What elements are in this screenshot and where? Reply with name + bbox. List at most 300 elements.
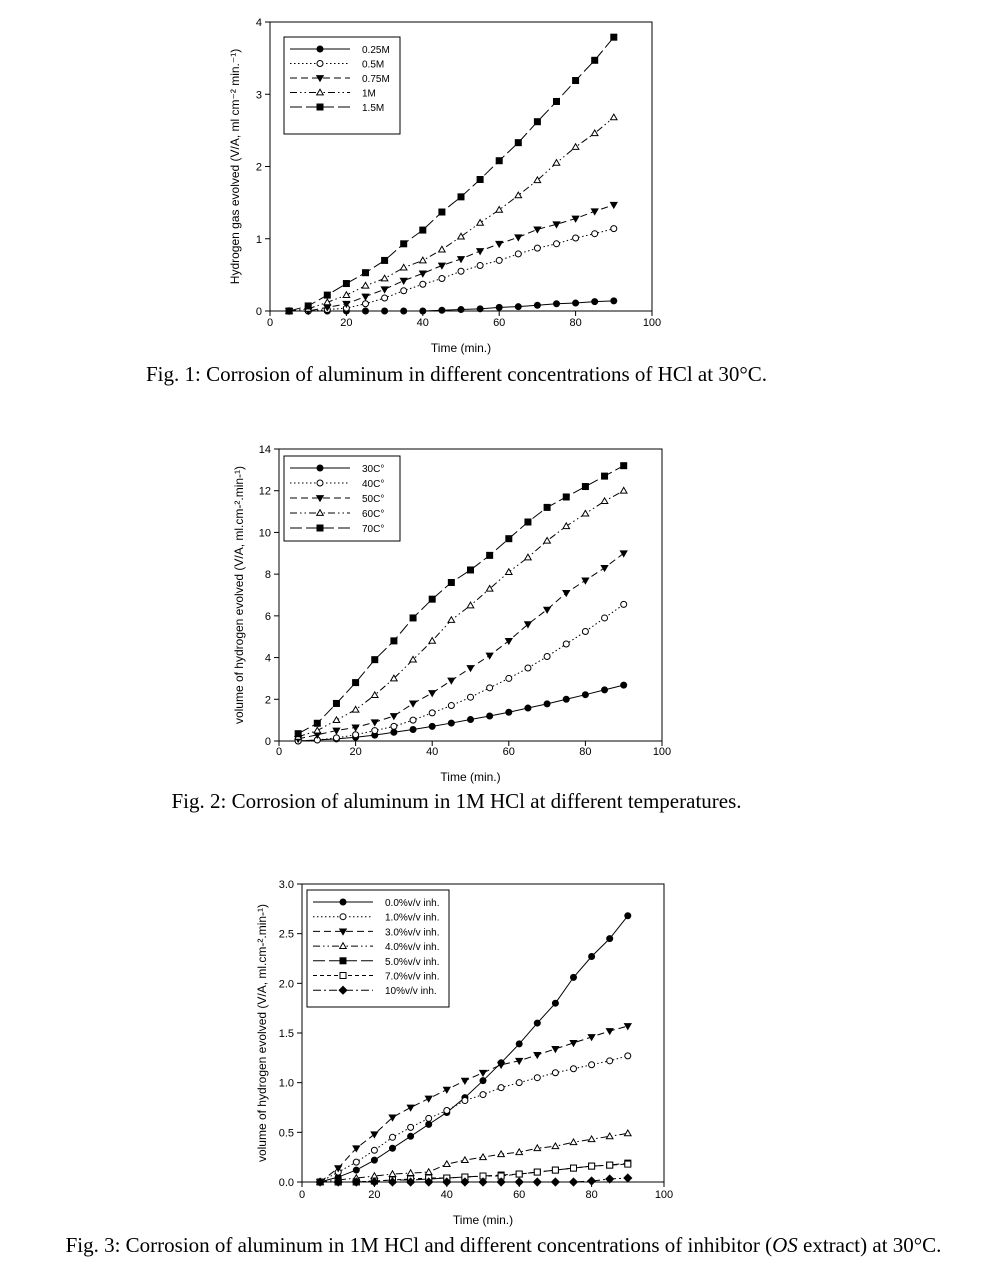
- fig3-data-point: [624, 1174, 632, 1182]
- fig1-data-point: [420, 257, 427, 263]
- fig2-data-point: [486, 653, 493, 659]
- fig2-data-point: [314, 720, 320, 726]
- fig1-data-point: [305, 303, 311, 309]
- fig3-x-tick-label: 80: [585, 1189, 598, 1201]
- fig2-data-point: [602, 615, 608, 621]
- fig3-data-point: [516, 1080, 522, 1086]
- fig3-legend-label: 7.0%v/v inh.: [385, 971, 440, 983]
- fig1-y-tick-label: 1: [255, 233, 262, 246]
- fig3-data-point: [462, 1078, 469, 1084]
- fig3-data-point: [371, 1132, 378, 1138]
- fig2-series-0: [295, 682, 627, 744]
- fig3-legend-label: 0.0%v/v inh.: [385, 898, 440, 909]
- fig2-y-tick-label: 2: [264, 694, 271, 707]
- fig2-y-tick-label: 14: [258, 444, 271, 456]
- fig1-legend-label: 0.25M: [362, 45, 390, 56]
- fig2-data-point: [391, 723, 397, 729]
- fig1-x-tick-label: 40: [416, 317, 429, 329]
- fig1-series-line: [289, 301, 614, 311]
- fig3-data-point: [371, 1157, 377, 1163]
- fig3-legend-label: 5.0%v/v inh.: [385, 956, 440, 968]
- fig2-data-point: [448, 703, 454, 709]
- fig3-data-point: [408, 1133, 414, 1139]
- fig1-x-tick-label: 20: [340, 317, 353, 329]
- fig1-data-point: [286, 308, 292, 314]
- fig3-legend: [307, 890, 449, 1007]
- fig3-legend-label: 4.0%v/v inh.: [385, 942, 440, 954]
- fig3-data-point: [625, 1161, 631, 1167]
- fig2-x-tick-label: 60: [502, 746, 515, 758]
- fig1-data-point: [420, 281, 426, 287]
- fig1-data-point: [458, 233, 465, 239]
- fig2-data-point: [448, 678, 455, 684]
- fig2-y-tick-label: 10: [258, 527, 271, 540]
- figure-2-caption: Fig. 2: Corrosion of aluminum in 1M HCl at different temperatures.: [171, 789, 742, 813]
- fig3-data-point: [498, 1085, 504, 1091]
- fig1-legend-marker: [317, 104, 323, 110]
- fig3-y-tick-label: 2.5: [278, 928, 294, 941]
- fig2-x-axis-label: Time (min.): [440, 770, 501, 784]
- fig3-series-line: [320, 1164, 628, 1182]
- fig1-data-point: [572, 144, 579, 150]
- fig3-y-tick-label: 0.5: [278, 1127, 294, 1140]
- fig3-series-6: [316, 1174, 632, 1186]
- fig2-data-point: [372, 728, 378, 734]
- fig2-series-2: [295, 551, 627, 742]
- fig1-data-point: [439, 275, 445, 281]
- figure-3-caption: [10, 1233, 987, 1258]
- fig1-data-point: [381, 275, 388, 281]
- fig3-data-point: [425, 1169, 432, 1175]
- fig3-data-point: [389, 1171, 396, 1177]
- fig1-series-line: [289, 117, 614, 311]
- fig2-data-point: [371, 720, 378, 726]
- fig3-data-point: [552, 1178, 560, 1186]
- fig1-data-point: [420, 227, 426, 233]
- fig1-data-point: [496, 257, 502, 263]
- fig1-data-point: [477, 306, 483, 312]
- fig1-data-point: [496, 241, 503, 247]
- fig3-y-tick-label: 2.0: [278, 978, 294, 991]
- fig3-data-point: [407, 1170, 414, 1176]
- fig2-data-point: [391, 638, 397, 644]
- fig3-data-point: [534, 1169, 540, 1175]
- fig3-data-point: [444, 1161, 451, 1167]
- fig2-data-point: [563, 591, 570, 597]
- fig3-data-point: [426, 1121, 432, 1127]
- fig1-data-point: [382, 257, 388, 263]
- fig1-x-tick-label: 100: [642, 317, 662, 329]
- fig3-legend-label: 1.0%v/v inh.: [385, 912, 440, 924]
- fig1-y-tick-label: 4: [255, 17, 262, 29]
- fig2-data-point: [410, 727, 416, 733]
- fig1-data-point: [362, 294, 369, 300]
- fig1-data-point: [401, 288, 407, 294]
- fig1-data-point: [400, 264, 407, 270]
- fig3-data-point: [588, 1177, 596, 1185]
- fig3-y-tick-label: 1.5: [278, 1028, 294, 1040]
- fig3-data-point: [534, 1020, 540, 1026]
- fig2-data-point: [582, 629, 588, 635]
- fig2-data-point: [582, 578, 589, 584]
- fig2-data-point: [487, 552, 493, 558]
- fig1-data-point: [324, 292, 330, 298]
- fig3-data-point: [625, 1024, 632, 1030]
- fig1-legend-label: 1.5M: [362, 103, 385, 114]
- fig1-data-point: [363, 308, 369, 314]
- fig3-data-point: [480, 1078, 486, 1084]
- fig2-x-tick-label: 0: [275, 746, 283, 758]
- fig1-data-point: [554, 301, 560, 307]
- fig2-legend-label: 60C°: [362, 509, 385, 520]
- fig2-data-point: [468, 717, 474, 723]
- fig2-data-point: [487, 685, 493, 691]
- fig2-data-point: [353, 680, 359, 686]
- fig1-data-point: [381, 287, 388, 293]
- fig2-data-point: [314, 727, 321, 733]
- fig2-data-point: [410, 717, 416, 723]
- fig1-legend-label: 1M: [362, 88, 376, 100]
- fig2-data-point: [448, 720, 454, 726]
- fig2-legend: [284, 456, 400, 541]
- fig3-y-tick-label: 1.0: [278, 1077, 294, 1090]
- fig1-data-point: [362, 282, 369, 288]
- fig3-series-line: [320, 1163, 628, 1182]
- fig2-data-point: [582, 692, 588, 698]
- fig2-data-point: [429, 596, 435, 602]
- fig1-data-point: [496, 304, 502, 310]
- fig3-data-point: [516, 1041, 522, 1047]
- fig1-x-tick-label: 0: [266, 317, 274, 329]
- fig3-data-point: [444, 1107, 450, 1113]
- fig1-data-point: [611, 34, 617, 40]
- fig3-legend-label: 3.0%v/v inh.: [385, 927, 440, 939]
- fig1-data-point: [515, 251, 521, 257]
- fig3-data-point: [571, 1066, 577, 1072]
- fig1-data-point: [458, 194, 464, 200]
- fig3-data-point: [607, 1162, 613, 1168]
- fig2-data-point: [544, 607, 551, 613]
- fig2-data-point: [544, 537, 551, 543]
- fig3-data-point: [607, 1058, 613, 1064]
- fig2-y-tick-label: 0: [264, 736, 271, 748]
- fig2-data-point: [525, 705, 531, 711]
- fig2-data-point: [506, 569, 513, 575]
- fig1-legend-label: 0.5M: [362, 59, 385, 71]
- fig2-data-point: [467, 602, 474, 608]
- figure-2-chart: [0, 430, 987, 790]
- fig3-series-line: [320, 1133, 628, 1182]
- fig2-data-point: [621, 682, 627, 688]
- fig2-x-tick-label: 100: [652, 746, 672, 758]
- fig3-data-point: [552, 1070, 558, 1076]
- figure-3-chart: [0, 866, 987, 1232]
- fig2-data-point: [468, 567, 474, 573]
- fig3-x-tick-label: 100: [654, 1189, 674, 1201]
- fig2-data-point: [468, 694, 474, 700]
- fig1-y-tick-label: 3: [255, 89, 262, 102]
- fig2-data-point: [525, 554, 532, 560]
- fig2-series-line: [298, 553, 624, 739]
- fig3-data-point: [570, 1139, 577, 1145]
- fig2-data-point: [391, 729, 397, 735]
- fig3-data-point: [625, 1130, 632, 1136]
- fig3-series-line: [320, 1178, 628, 1182]
- fig1-series-1: [286, 226, 617, 314]
- fig1-data-point: [477, 220, 484, 226]
- fig3-x-axis-label: Time (min.): [452, 1213, 514, 1227]
- fig3-data-point: [607, 936, 613, 942]
- fig3-data-point: [589, 954, 595, 960]
- fig1-data-point: [611, 298, 617, 304]
- fig3-data-point: [625, 1053, 631, 1059]
- fig1-y-tick-label: 2: [255, 161, 262, 174]
- fig1-legend-marker: [317, 61, 323, 67]
- fig2-y-tick-label: 12: [258, 485, 271, 498]
- fig2-series-line: [298, 604, 624, 741]
- fig3-y-axis-label: volume of hydrogen evolved (V/A, ml.cm-².min-¹): [255, 903, 269, 1163]
- fig1-data-point: [573, 300, 579, 306]
- fig2-legend-marker: [317, 525, 323, 531]
- fig2-data-point: [544, 701, 550, 707]
- fig1-series-2: [286, 202, 617, 314]
- fig2-legend-label: 30C°: [362, 464, 385, 475]
- fig3-data-point: [552, 1167, 558, 1173]
- fig2-data-point: [602, 473, 608, 479]
- fig1-data-point: [534, 245, 540, 251]
- fig3-data-point: [589, 1062, 595, 1068]
- fig2-legend-marker: [317, 465, 323, 471]
- fig1-data-point: [400, 278, 407, 284]
- fig2-legend-marker: [317, 480, 323, 486]
- fig2-data-point: [621, 601, 627, 607]
- fig1-series-line: [289, 229, 614, 311]
- fig1-data-point: [363, 301, 369, 307]
- fig2-data-point: [429, 723, 435, 729]
- fig1-data-point: [401, 241, 407, 247]
- fig3-legend-marker: [340, 958, 346, 964]
- fig1-data-point: [553, 160, 560, 166]
- fig1-x-axis-label: Time (min.): [430, 341, 492, 355]
- fig2-series-line: [298, 685, 624, 741]
- fig3-legend-marker: [340, 973, 346, 979]
- figure-1-caption: Fig. 1: Corrosion of aluminum in different concentrations of HCl at 30°C.: [145, 362, 767, 386]
- fig2-y-tick-label: 4: [264, 652, 271, 665]
- fig3-data-point: [606, 1029, 613, 1035]
- fig1-data-point: [343, 292, 350, 298]
- fig1-data-point: [554, 98, 560, 104]
- fig1-data-point: [420, 308, 426, 314]
- fig1-data-point: [515, 235, 522, 241]
- fig2-data-point: [353, 732, 359, 738]
- fig1-data-point: [515, 140, 521, 146]
- fig2-legend-label: 70C°: [362, 524, 385, 535]
- fig2-data-point: [410, 615, 416, 621]
- fig2-data-point: [525, 665, 531, 671]
- fig1-data-point: [573, 235, 579, 241]
- fig3-data-point: [480, 1154, 487, 1160]
- fig3-y-tick-label: 3.0: [278, 879, 294, 891]
- fig3-x-tick-label: 20: [368, 1189, 381, 1201]
- fig2-data-point: [429, 638, 436, 644]
- fig1-y-axis-label: Hydrogen gas evolved (V/A, ml cm⁻² min.⁻¹): [228, 48, 242, 285]
- fig1-data-point: [611, 114, 618, 120]
- fig2-data-point: [506, 675, 512, 681]
- fig2-data-point: [563, 494, 569, 500]
- fig3-data-point: [390, 1134, 396, 1140]
- fig1-data-point: [477, 177, 483, 183]
- fig3-data-point: [426, 1115, 432, 1121]
- fig2-data-point: [448, 617, 455, 623]
- fig3-data-point: [407, 1105, 414, 1111]
- fig3-data-point: [588, 1136, 595, 1142]
- fig2-data-point: [544, 654, 550, 660]
- fig3-x-tick-label: 0: [298, 1189, 306, 1201]
- fig1-data-point: [439, 307, 445, 313]
- fig1-legend: [284, 37, 400, 134]
- fig1-series-3: [286, 114, 617, 313]
- fig1-data-point: [439, 209, 445, 215]
- fig3-data-point: [570, 1178, 578, 1186]
- fig1-data-point: [382, 295, 388, 301]
- fig3-data-point: [625, 913, 631, 919]
- fig3-data-point: [408, 1124, 414, 1130]
- figure-3-caption-os: OS: [772, 1233, 798, 1257]
- fig2-data-point: [391, 714, 398, 720]
- fig2-data-point: [602, 687, 608, 693]
- fig3-data-point: [534, 1145, 541, 1151]
- fig2-data-point: [295, 731, 301, 737]
- fig3-data-point: [353, 1159, 359, 1165]
- fig3-data-point: [571, 1165, 577, 1171]
- fig1-data-point: [592, 57, 598, 63]
- fig2-data-point: [448, 579, 454, 585]
- fig2-data-point: [352, 706, 359, 712]
- fig3-data-point: [552, 1143, 559, 1149]
- fig2-data-point: [429, 710, 435, 716]
- fig1-data-point: [363, 270, 369, 276]
- fig2-data-point: [506, 536, 512, 542]
- fig2-data-point: [620, 487, 627, 493]
- fig1-legend-label: 0.75M: [362, 74, 390, 85]
- fig2-data-point: [563, 641, 569, 647]
- fig3-legend-label: 10%v/v inh.: [385, 986, 437, 998]
- fig1-data-point: [496, 158, 502, 164]
- fig2-data-point: [601, 498, 608, 504]
- fig2-data-point: [582, 484, 588, 490]
- fig2-data-point: [467, 666, 474, 672]
- fig1-data-point: [343, 281, 349, 287]
- fig1-data-point: [592, 231, 598, 237]
- fig3-series-line: [320, 1056, 628, 1182]
- fig2-x-tick-label: 40: [426, 746, 439, 758]
- fig2-data-point: [410, 701, 417, 707]
- fig2-x-tick-label: 20: [349, 746, 362, 758]
- fig2-data-point: [333, 735, 339, 741]
- fig3-series-2: [317, 1024, 631, 1186]
- fig3-data-point: [515, 1178, 523, 1186]
- fig2-data-point: [621, 463, 627, 469]
- fig3-data-point: [480, 1092, 486, 1098]
- fig1-x-tick-label: 80: [569, 317, 582, 329]
- fig3-data-point: [534, 1075, 540, 1081]
- fig1-data-point: [534, 227, 541, 233]
- fig3-legend-marker: [340, 914, 346, 920]
- fig3-data-point: [371, 1147, 377, 1153]
- figure-1-chart: [0, 0, 987, 360]
- fig3-data-point: [552, 1046, 559, 1052]
- fig1-data-point: [382, 308, 388, 314]
- fig1-data-point: [515, 304, 521, 310]
- fig3-data-point: [480, 1070, 487, 1076]
- fig2-data-point: [487, 713, 493, 719]
- fig2-data-point: [582, 510, 589, 516]
- fig1-data-point: [592, 299, 598, 305]
- fig1-data-point: [496, 207, 503, 213]
- fig3-data-point: [606, 1133, 613, 1139]
- fig2-data-point: [372, 657, 378, 663]
- fig3-data-point: [552, 1000, 558, 1006]
- fig1-data-point: [439, 246, 446, 252]
- fig1-data-point: [534, 119, 540, 125]
- fig3-x-tick-label: 60: [513, 1189, 526, 1201]
- fig1-data-point: [573, 78, 579, 84]
- figure-3-caption-lead: Fig. 3: Corrosion of aluminum in 1M HCl and different concentrations of inhibitor (: [65, 1233, 773, 1257]
- fig1-data-point: [611, 226, 617, 232]
- fig2-data-point: [525, 519, 531, 525]
- fig1-legend-marker: [317, 46, 323, 52]
- fig2-series-1: [295, 601, 627, 744]
- fig3-legend-marker: [340, 899, 346, 905]
- fig3-x-tick-label: 40: [440, 1189, 453, 1201]
- fig1-data-point: [458, 307, 464, 313]
- fig1-x-tick-label: 60: [493, 317, 506, 329]
- fig2-legend-label: 50C°: [362, 494, 385, 505]
- fig3-data-point: [589, 1163, 595, 1169]
- fig1-data-point: [458, 268, 464, 274]
- fig3-data-point: [425, 1096, 432, 1102]
- fig3-data-point: [462, 1098, 468, 1104]
- fig2-y-axis-label: volume of hydrogen evolved (V/A, ml.cm-².min-¹): [232, 465, 246, 725]
- fig3-data-point: [533, 1178, 541, 1186]
- fig1-y-tick-label: 0: [255, 306, 262, 318]
- fig2-data-point: [601, 565, 608, 571]
- fig3-data-point: [516, 1171, 522, 1177]
- figure-3-caption-tail: extract) at 30°C.: [797, 1233, 942, 1257]
- fig2-data-point: [563, 523, 570, 529]
- fig2-data-point: [620, 551, 627, 557]
- fig2-data-point: [506, 709, 512, 715]
- fig2-data-point: [333, 700, 339, 706]
- fig1-data-point: [534, 302, 540, 308]
- fig3-y-tick-label: 0.0: [278, 1177, 294, 1189]
- fig2-data-point: [429, 691, 436, 697]
- fig3-data-point: [353, 1167, 359, 1173]
- fig2-data-point: [563, 696, 569, 702]
- fig3-series-1: [317, 1053, 631, 1185]
- fig2-data-point: [506, 638, 513, 644]
- fig3-data-point: [462, 1157, 469, 1163]
- fig2-legend-label: 40C°: [362, 479, 385, 490]
- fig2-x-tick-label: 80: [579, 746, 592, 758]
- fig2-data-point: [333, 717, 340, 723]
- fig1-series-line: [289, 205, 614, 311]
- fig1-data-point: [477, 262, 483, 268]
- fig1-data-point: [401, 308, 407, 314]
- fig2-y-tick-label: 6: [264, 610, 271, 623]
- fig3-data-point: [571, 974, 577, 980]
- fig1-data-point: [554, 241, 560, 247]
